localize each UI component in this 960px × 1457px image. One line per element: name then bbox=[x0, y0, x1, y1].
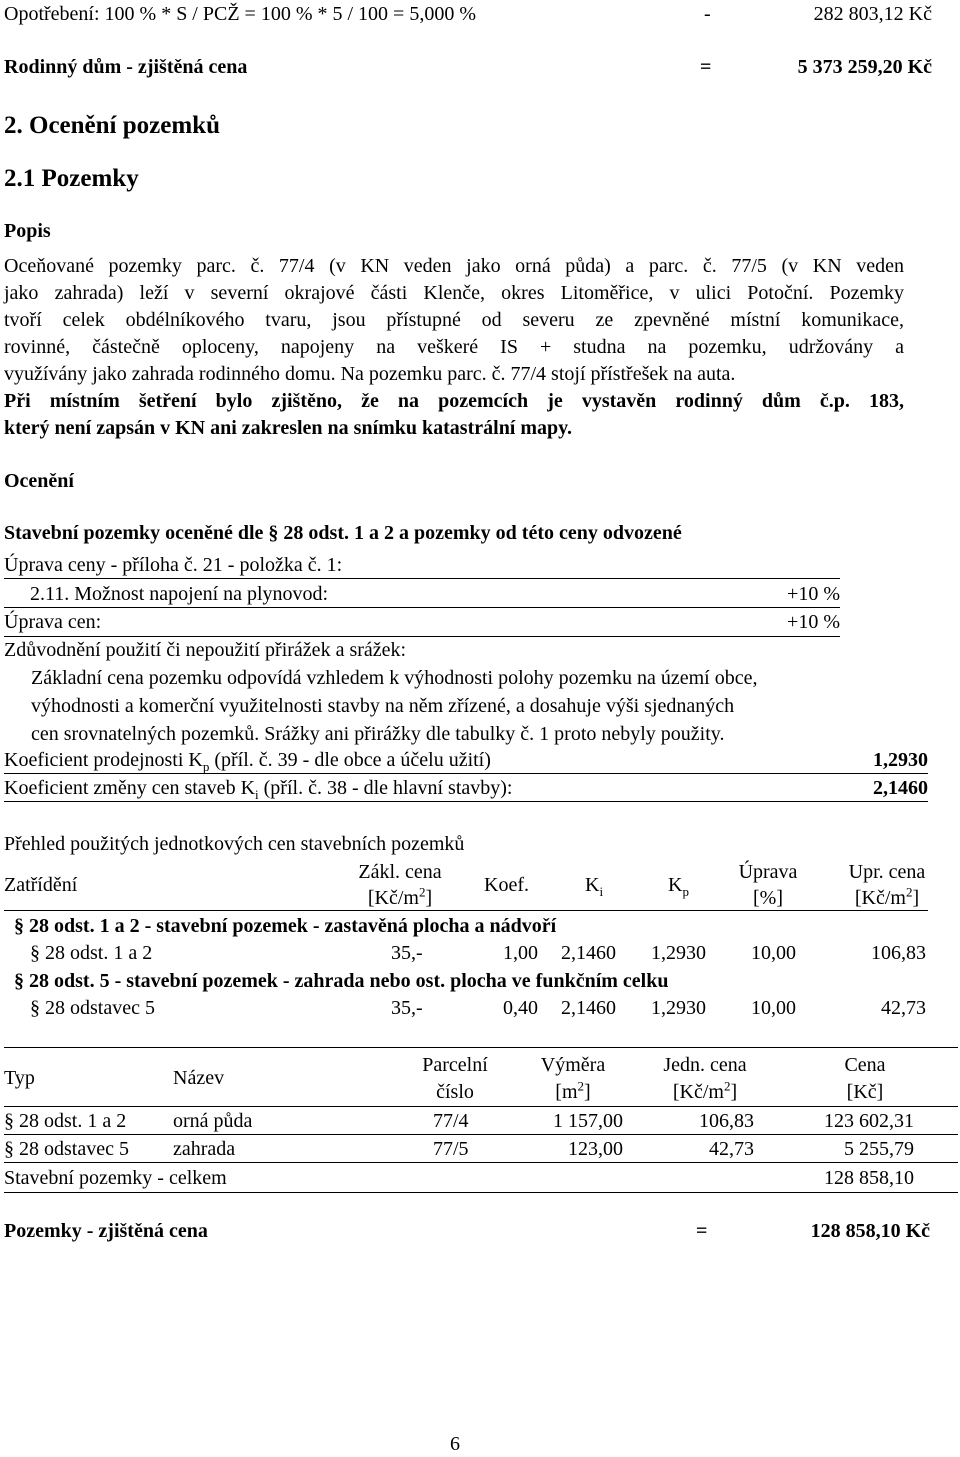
section-heading-2: 2. Ocenění pozemků bbox=[4, 112, 220, 139]
table-row-divider bbox=[4, 1162, 958, 1163]
zduvodneni-line: výhodnosti a komerční využitelnosti stavby na něm zřízené, a dosahuje výši sjednaných bbox=[31, 695, 735, 717]
group-row-upr: 42,73 bbox=[881, 997, 926, 1019]
uprava-value: +10 % bbox=[787, 611, 840, 633]
page-number: 6 bbox=[450, 1433, 460, 1455]
col-zatrideni: Zatřídění bbox=[4, 874, 78, 896]
description-bold-line: Při místním šetření bylo zjištěno, že na pozemcích je vystavěn rodinný dům č.p. 183, bbox=[4, 390, 904, 412]
section-heading-2-1: 2.1 Pozemky bbox=[4, 165, 139, 192]
opotrebeni-operator: - bbox=[704, 3, 711, 25]
col-nazev: Název bbox=[173, 1067, 225, 1089]
parcel-nazev: orná půda bbox=[173, 1110, 253, 1132]
col-upr-cena: Upr. cena bbox=[848, 861, 926, 883]
group-row-upr: 106,83 bbox=[871, 942, 926, 964]
divider bbox=[4, 578, 840, 579]
item-value: +10 % bbox=[787, 583, 840, 605]
table-top-divider bbox=[4, 1047, 958, 1048]
group-row-uprava: 10,00 bbox=[751, 997, 796, 1019]
parcel-cena: 5 255,79 bbox=[844, 1138, 914, 1160]
group-row-ki: 2,1460 bbox=[561, 997, 616, 1019]
table-header-divider bbox=[4, 910, 928, 911]
col-zakl-cena: Zákl. cena bbox=[358, 861, 442, 883]
group-row-kp: 1,2930 bbox=[651, 997, 706, 1019]
popis-heading: Popis bbox=[4, 220, 51, 242]
parcel-jedn-cena: 106,83 bbox=[699, 1110, 754, 1132]
ki-label: Koeficient změny cen staveb $K_i$ (příl. č. 38 - dle hlavní stavby): bbox=[4, 777, 513, 802]
uprava-ref: Úprava ceny - příloha č. 21 - položka č. 1: bbox=[4, 554, 343, 576]
zduvodneni-line: Základní cena pozemku odpovídá vzhledem k výhodnosti polohy pozemku na území obce, bbox=[31, 667, 758, 689]
rd-label: Rodinný dům - zjištěná cena bbox=[4, 56, 248, 78]
group-title: § 28 odst. 5 - stavební pozemek - zahrada nebo ost. plocha ve funkčním celku bbox=[14, 970, 669, 992]
description-line: jako zahrada) leží v severní okrajové části Klenče, okres Litoměřice, v ulici Potoční. Pozemky bbox=[4, 282, 904, 304]
col-uprava-unit: [%] bbox=[753, 887, 783, 909]
col-zakl-unit: $[Kč/m^2]$ bbox=[367, 884, 433, 909]
zduvodneni-label: Zdůvodnění použití či nepoužití přirážek a srážek: bbox=[4, 639, 407, 661]
description-line: rovinné, částečně oploceny, napojeny na veškeré IS + studna na pozemku, udržovány a bbox=[4, 336, 904, 358]
table-row-divider bbox=[4, 1134, 958, 1135]
rd-operator: = bbox=[700, 56, 712, 78]
group-row-uprava: 10,00 bbox=[751, 942, 796, 964]
summary-label: Pozemky - zjištěná cena bbox=[4, 1220, 208, 1242]
oceneni-heading: Ocenění bbox=[4, 470, 74, 492]
parcel-nazev: zahrada bbox=[173, 1138, 236, 1160]
group-row-koef: 1,00 bbox=[503, 942, 538, 964]
col-vymera-unit: $[m^2]$ bbox=[555, 1078, 591, 1103]
parcel-vymera: 1 157,00 bbox=[553, 1110, 623, 1132]
table-header-divider bbox=[4, 1106, 958, 1107]
valuation-title: Stavební pozemky oceněné dle § 28 odst. 1 a 2 a pozemky od této ceny odvozené bbox=[4, 522, 682, 544]
total-value: 128 858,10 bbox=[824, 1167, 914, 1189]
col-jedn-cena: Jedn. cena bbox=[663, 1054, 747, 1076]
col-koef: Koef. bbox=[484, 874, 529, 896]
col-kp: $K_p$ bbox=[668, 874, 689, 899]
parcel-vymera: 123,00 bbox=[568, 1138, 623, 1160]
col-upr-unit: $[Kč/m^2]$ bbox=[854, 884, 920, 909]
kp-value: 1,2930 bbox=[873, 749, 928, 771]
parcel-jedn-cena: 42,73 bbox=[709, 1138, 754, 1160]
group-row-ki: 2,1460 bbox=[561, 942, 616, 964]
col-cena: Cena bbox=[844, 1054, 886, 1076]
group-row-zakl: 35,- bbox=[391, 997, 423, 1019]
kp-label: Koeficient prodejnosti $K_p$ (příl. č. 39 - dle obce a účelu užití) bbox=[4, 749, 491, 774]
group-title: § 28 odst. 1 a 2 - stavební pozemek - zastavěná plocha a nádvoří bbox=[14, 915, 557, 937]
description-paragraph bbox=[4, 253, 904, 442]
col-vymera: Výměra bbox=[540, 1054, 606, 1076]
table-bottom-divider bbox=[4, 1192, 958, 1193]
zduvodneni-line: cen srovnatelných pozemků. Srážky ani přirážky dle tabulky č. 1 proto nebyly použity. bbox=[31, 723, 725, 745]
description-bold-line: který není zapsán v KN ani zakreslen na snímku katastrální mapy. bbox=[4, 417, 573, 439]
item-label: 2.11. Možnost napojení na plynovod: bbox=[30, 583, 329, 605]
group-row-name: § 28 odstavec 5 bbox=[30, 997, 155, 1019]
divider bbox=[4, 607, 840, 608]
opotrebeni-label: Opotřebení: 100 % * S / PCŽ = 100 % * 5 / 100 = 5,000 % bbox=[4, 3, 476, 25]
col-parcelni: Parcelní bbox=[422, 1054, 488, 1076]
parcel-cislo: 77/5 bbox=[433, 1138, 469, 1160]
col-cena-unit: [Kč] bbox=[846, 1081, 884, 1103]
uprava-label: Úprava cen: bbox=[4, 611, 102, 633]
summary-value: 128 858,10 Kč bbox=[810, 1220, 930, 1242]
parcel-cislo: 77/4 bbox=[433, 1110, 469, 1132]
parcel-cena: 123 602,31 bbox=[824, 1110, 914, 1132]
description-line: využívány jako zahrada rodinného domu. Na pozemku parc. č. 77/4 stojí přístřešek na auta. bbox=[4, 363, 736, 385]
rd-value: 5 373 259,20 Kč bbox=[797, 56, 932, 78]
unit-prices-title: Přehled použitých jednotkových cen stavebních pozemků bbox=[4, 833, 465, 855]
description-line: Oceňované pozemky parc. č. 77/4 (v KN veden jako orná půda) a parc. č. 77/5 (v KN veden bbox=[4, 255, 904, 277]
group-row-name: § 28 odst. 1 a 2 bbox=[30, 942, 153, 964]
summary-operator: = bbox=[696, 1220, 708, 1242]
description-line: tvoří celek obdélníkového tvaru, jsou přístupné od severu ze zpevněné místní komunikace, bbox=[4, 309, 904, 331]
total-label: Stavební pozemky - celkem bbox=[4, 1167, 227, 1189]
divider bbox=[4, 773, 928, 774]
group-row-kp: 1,2930 bbox=[651, 942, 706, 964]
parcel-typ: § 28 odst. 1 a 2 bbox=[4, 1110, 127, 1132]
divider bbox=[4, 636, 840, 637]
col-typ: Typ bbox=[4, 1067, 35, 1089]
ki-value: 2,1460 bbox=[873, 777, 928, 799]
group-row-koef: 0,40 bbox=[503, 997, 538, 1019]
parcel-typ: § 28 odstavec 5 bbox=[4, 1138, 129, 1160]
col-cislo: číslo bbox=[436, 1081, 474, 1103]
col-ki: $K_i$ bbox=[585, 874, 604, 899]
col-uprava: Úprava bbox=[738, 861, 798, 883]
opotrebeni-value: 282 803,12 Kč bbox=[813, 3, 932, 25]
divider bbox=[4, 801, 928, 802]
group-row-zakl: 35,- bbox=[391, 942, 423, 964]
col-jedn-unit: $[Kč/m^2]$ bbox=[672, 1078, 738, 1103]
